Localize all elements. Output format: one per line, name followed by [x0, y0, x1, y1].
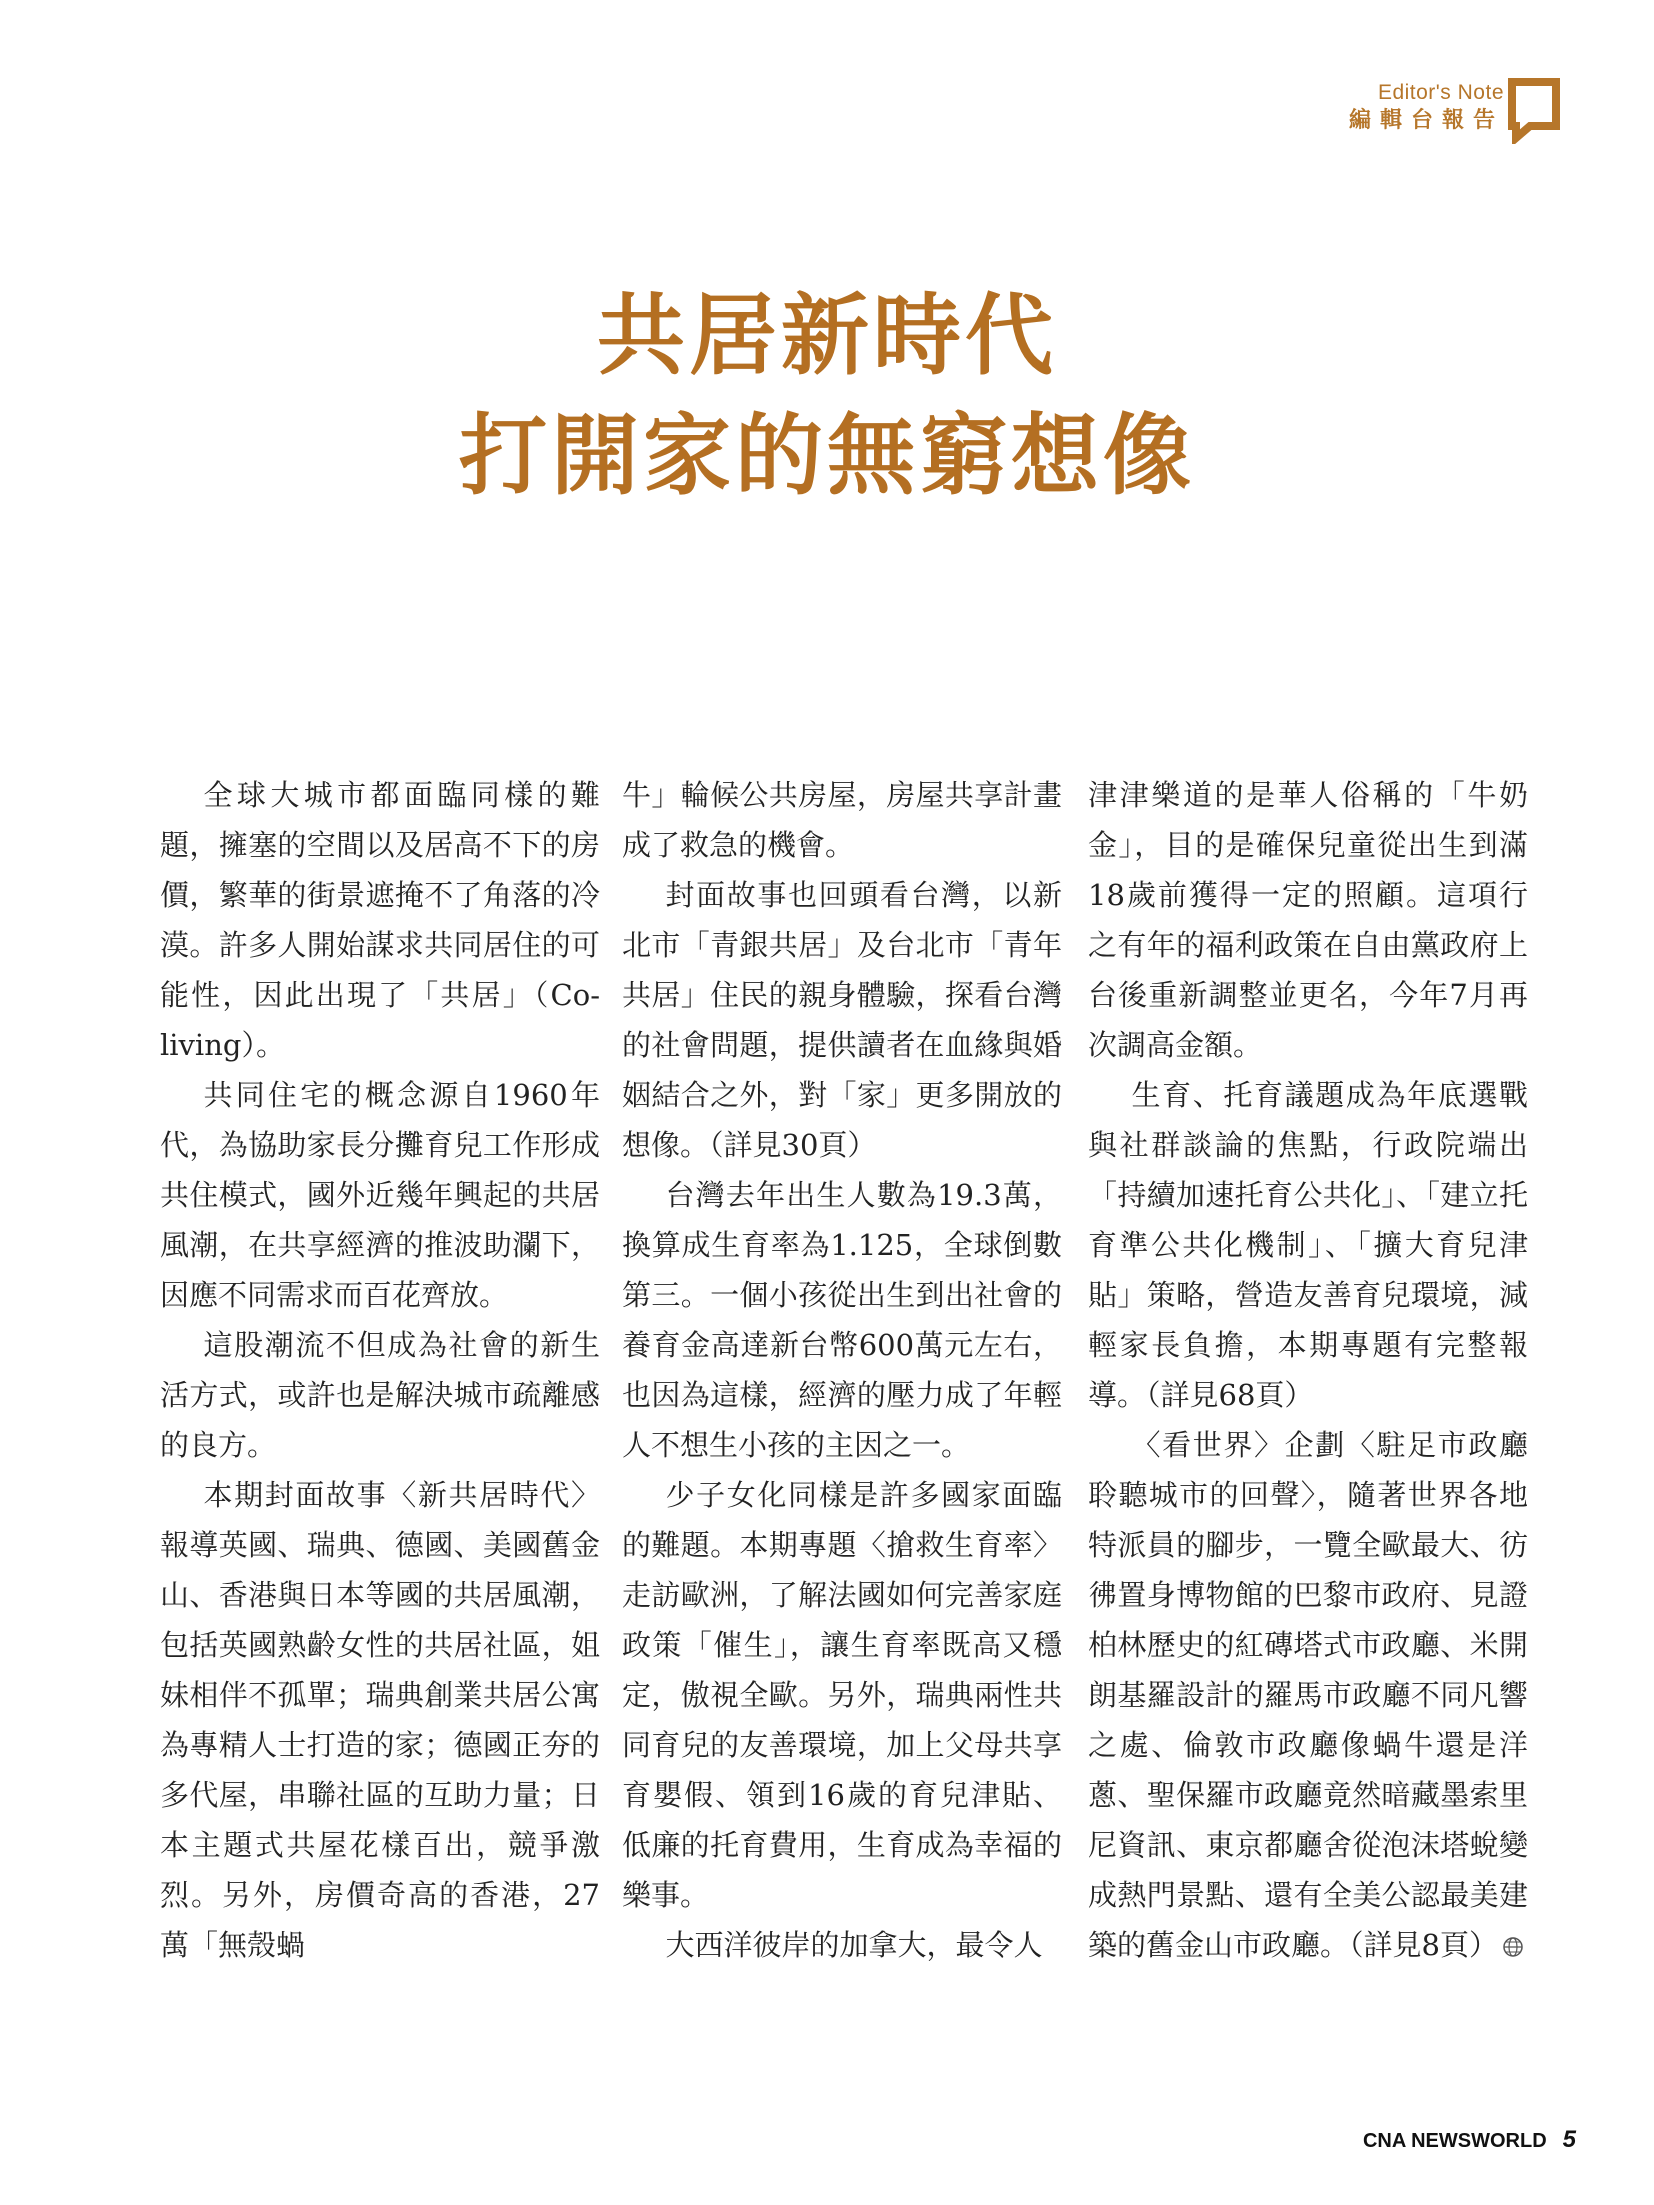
paragraph: 生育、托育議題成為年底選戰與社群談論的焦點，行政院端出「持續加速托育公共化」、「建立托育準公共化機制」、「擴大育兒津貼」策略，營造友善育兒環境，減輕家長負擔，本期專題有完整報導。（詳見68頁）: [1088, 1078, 1528, 1412]
paragraph: 全球大城市都面臨同樣的難題，擁塞的空間以及居高不下的房價，繁華的街景遮掩不了角落的冷漠。許多人開始謀求共同居住的可能性，因此出現了「共居」（Co-living）。: [160, 778, 600, 1062]
paragraph: 少子女化同樣是許多國家面臨的難題。本期專題〈搶救生育率〉走訪歐洲，了解法國如何完善家庭政策「催生」，讓生育率既高又穩定，傲視全歐。另外，瑞典兩性共同育兒的友善環境，加上父母共享育嬰假、領到16歲的育兒津貼、低廉的托育費用，生育成為幸福的樂事。: [622, 1478, 1062, 1912]
paragraph-continued: 津津樂道的是華人俗稱的「牛奶金」，目的是確保兒童從出生到滿18歲前獲得一定的照顧。這項行之有年的福利政策在自由黨政府上台後重新調整並更名，今年7月再次調高金額。: [1088, 778, 1528, 1062]
paragraph: [1088, 1420, 1528, 1970]
paragraph: 大西洋彼岸的加拿大，最令人: [665, 1928, 1043, 1962]
page-footer: [1363, 2126, 1576, 2154]
paragraph: 本期封面故事〈新共居時代〉報導英國、瑞典、德國、美國舊金山、香港與日本等國的共居風潮，包括英國熟齡女性的共居社區，姐妹相伴不孤單；瑞典創業共居公寓為專精人士打造的家；德國正夯的多代屋，串聯社區的互助力量；日本主題式共屋花樣百出，競爭激烈。另外，房價奇高的香港，27萬「無殼蝸: [160, 1478, 600, 1962]
paragraph: 台灣去年出生人數為19.3萬，換算成生育率為1.125，全球倒數第三。一個小孩從出生到出社會的養育金高達新台幣600萬元左右，也因為這樣，經濟的壓力成了年輕人不想生小孩的主因之一。: [622, 1178, 1062, 1462]
text-column-3: [1088, 770, 1528, 1970]
section-label-zh: 編輯台報告: [1348, 108, 1504, 133]
page-number: 5: [1562, 2126, 1576, 2153]
title-line-1: 共居新時代: [596, 283, 1057, 387]
text-column-1: [160, 770, 600, 1970]
paragraph: 共同住宅的概念源自1960年代，為協助家長分攤育兒工作形成共住模式，國外近幾年興起的共居風潮，在共享經濟的推波助瀾下，因應不同需求而百花齊放。: [160, 1078, 600, 1312]
paragraph: 這股潮流不但成為社會的新生活方式，或許也是解決城市疏離感的良方。: [160, 1328, 600, 1462]
article-title: [0, 275, 1654, 515]
paragraph: 封面故事也回頭看台灣，以新北市「青銀共居」及台北市「青年共居」住民的親身體驗，探看台灣的社會問題，提供讀者在血緣與婚姻結合之外，對「家」更多開放的想像。（詳見30頁）: [622, 878, 1062, 1162]
speech-bracket-icon: [1506, 76, 1562, 144]
globe-end-icon: [1502, 1936, 1524, 1958]
title-line-2: 打開家的無窮想像: [458, 403, 1195, 507]
text-column-2: [622, 770, 1062, 1970]
paragraph-text: 〈看世界〉企劃〈駐足市政廳 聆聽城市的回聲〉，隨著世界各地特派員的腳步，一覽全歐最大、彷彿置身博物館的巴黎市政府、見證柏林歷史的紅磚塔式市政廳、米開朗基羅設計的羅馬市政廳不同凡響之處、倫敦市政廳像蝸牛還是洋蔥、聖保羅市政廳竟然暗藏墨索里尼資訊、東京都廳舍從泡沫塔蛻變成熱門景點、還有全美公認最美建築的舊金山市政廳。（詳見8頁）: [1088, 1428, 1528, 1962]
section-label-en: Editor's Note: [1377, 81, 1504, 104]
publication-name: CNA NEWSWORLD: [1362, 2130, 1547, 2152]
section-header: [1349, 80, 1504, 136]
paragraph-continued: 牛」輪候公共房屋，房屋共享計畫成了救急的機會。: [622, 778, 1062, 862]
